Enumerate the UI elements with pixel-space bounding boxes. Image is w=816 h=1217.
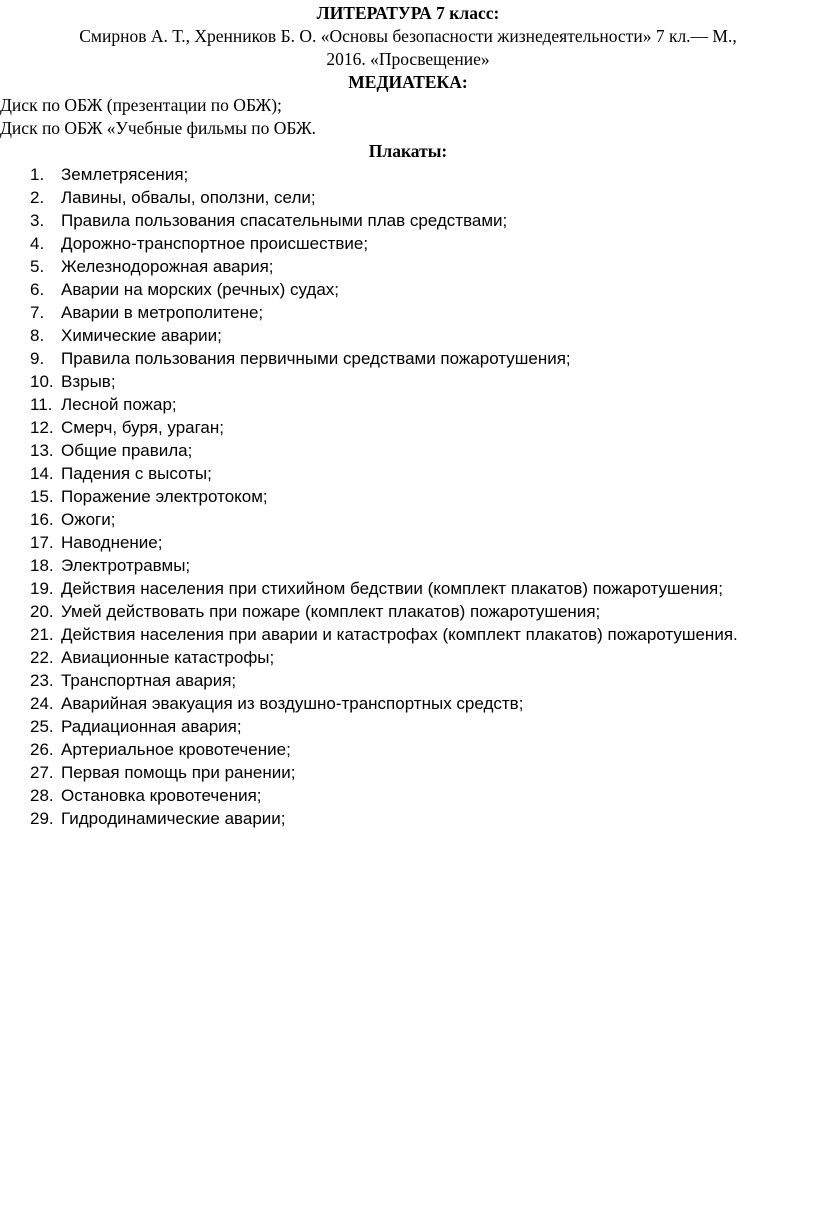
list-item-number: 15.	[30, 487, 54, 506]
list-item-number: 6.	[30, 280, 45, 299]
list-item-text: Электротравмы;	[61, 556, 191, 575]
list-item-number: 22.	[30, 648, 54, 667]
list-item-text: Радиационная авария;	[61, 717, 242, 736]
list-item-text: Общие правила;	[61, 441, 193, 460]
list-item	[0, 669, 816, 692]
list-item-number: 20.	[30, 602, 54, 621]
list-item-number: 7.	[30, 303, 45, 322]
reference-line-1: Смирнов А. Т., Хренников Б. О. «Основы безопасности жизнедеятельности» 7 кл.— М.,	[79, 26, 737, 46]
list-item	[0, 278, 816, 301]
list-item	[0, 531, 816, 554]
list-item	[0, 439, 816, 462]
list-item-number: 28.	[30, 786, 54, 805]
list-item-text: Ожоги;	[61, 510, 116, 529]
list-item-text: Лесной пожар;	[61, 395, 177, 414]
list-item-text: Наводнение;	[61, 533, 163, 552]
list-item-number: 27.	[30, 763, 54, 782]
list-item-text: Транспортная авария;	[61, 671, 237, 690]
list-item-number: 14.	[30, 464, 54, 483]
list-item	[0, 347, 816, 370]
list-item-number: 16.	[30, 510, 54, 529]
list-item-number: 4.	[30, 234, 45, 253]
list-item	[0, 255, 816, 278]
list-item-text: Артериальное кровотечение;	[61, 740, 291, 759]
list-item	[0, 462, 816, 485]
list-item-text: Железнодорожная авария;	[61, 257, 274, 276]
list-item-number: 19.	[30, 579, 54, 598]
list-item-number: 29.	[30, 809, 54, 828]
list-item-number: 8.	[30, 326, 45, 345]
list-item	[0, 623, 816, 646]
list-item-number: 3.	[30, 211, 45, 230]
list-item-text: Аварии в метрополитене;	[61, 303, 264, 322]
list-item-text: Дорожно-транспортное происшествие;	[61, 234, 369, 253]
list-item	[0, 692, 816, 715]
list-item-text: Действия населения при стихийном бедствии (комплект плакатов) пожаротушения;	[61, 579, 723, 598]
list-item	[0, 577, 816, 600]
posters-heading: Плакаты:	[368, 141, 448, 161]
list-item-text: Поражение электротоком;	[61, 487, 268, 506]
list-item	[0, 715, 816, 738]
list-item-text: Смерч, буря, ураган;	[61, 418, 225, 437]
list-item-text: Лавины, обвалы, оползни, сели;	[61, 188, 316, 207]
list-item-text: Первая помощь при ранении;	[61, 763, 296, 782]
list-item-text: Химические аварии;	[61, 326, 222, 345]
list-item	[0, 646, 816, 669]
list-item	[0, 807, 816, 830]
list-item-number: 21.	[30, 625, 54, 644]
list-item	[0, 416, 816, 439]
list-item	[0, 738, 816, 761]
list-item-number: 2.	[30, 188, 45, 207]
list-item	[0, 600, 816, 623]
page-title: ЛИТЕРАТУРА 7 класс:	[316, 3, 500, 23]
list-item-text: Авиационные катастрофы;	[61, 648, 275, 667]
list-item-number: 17.	[30, 533, 54, 552]
list-item-text: Аварийная эвакуация из воздушно-транспортных средств;	[61, 694, 524, 713]
list-item-number: 5.	[30, 257, 45, 276]
posters-list	[0, 163, 816, 830]
list-item-text: Правила пользования первичными средствами пожаротушения;	[61, 349, 571, 368]
list-item-number: 12.	[30, 418, 54, 437]
list-item	[0, 301, 816, 324]
list-item	[0, 370, 816, 393]
list-item-text: Гидродинамические аварии;	[61, 809, 286, 828]
list-item-text: Остановка кровотечения;	[61, 786, 262, 805]
list-item-text: Умей действовать при пожаре (комплект плакатов) пожаротушения;	[61, 602, 601, 621]
list-item	[0, 761, 816, 784]
list-item-text: Действия населения при аварии и катастрофах (комплект плакатов) пожаротушения.	[61, 625, 738, 644]
media-heading: МЕДИАТЕКА:	[348, 72, 468, 92]
list-item-text: Землетрясения;	[61, 165, 189, 184]
list-item	[0, 485, 816, 508]
list-item	[0, 209, 816, 232]
media-item-2: Диск по ОБЖ «Учебные фильмы по ОБЖ.	[0, 118, 317, 138]
list-item-text: Падения с высоты;	[61, 464, 212, 483]
list-item-text: Аварии на морских (речных) судах;	[61, 280, 340, 299]
list-item	[0, 554, 816, 577]
list-item	[0, 324, 816, 347]
list-item	[0, 393, 816, 416]
list-item	[0, 232, 816, 255]
list-item-number: 9.	[30, 349, 45, 368]
list-item-number: 24.	[30, 694, 54, 713]
list-item-number: 25.	[30, 717, 54, 736]
list-item	[0, 784, 816, 807]
list-item-number: 18.	[30, 556, 54, 575]
list-item-text: Взрыв;	[61, 372, 116, 391]
list-item-number: 23.	[30, 671, 54, 690]
list-item	[0, 163, 816, 186]
list-item	[0, 508, 816, 531]
list-item-number: 1.	[30, 165, 45, 184]
list-item	[0, 186, 816, 209]
list-item-number: 11.	[30, 395, 53, 414]
list-item-number: 13.	[30, 441, 54, 460]
reference-line-2: 2016. «Просвещение»	[326, 49, 490, 69]
list-item-number: 10.	[30, 372, 54, 391]
list-item-number: 26.	[30, 740, 54, 759]
media-item-1: Диск по ОБЖ (презентации по ОБЖ);	[0, 95, 282, 115]
list-item-text: Правила пользования спасательными плав средствами;	[61, 211, 508, 230]
